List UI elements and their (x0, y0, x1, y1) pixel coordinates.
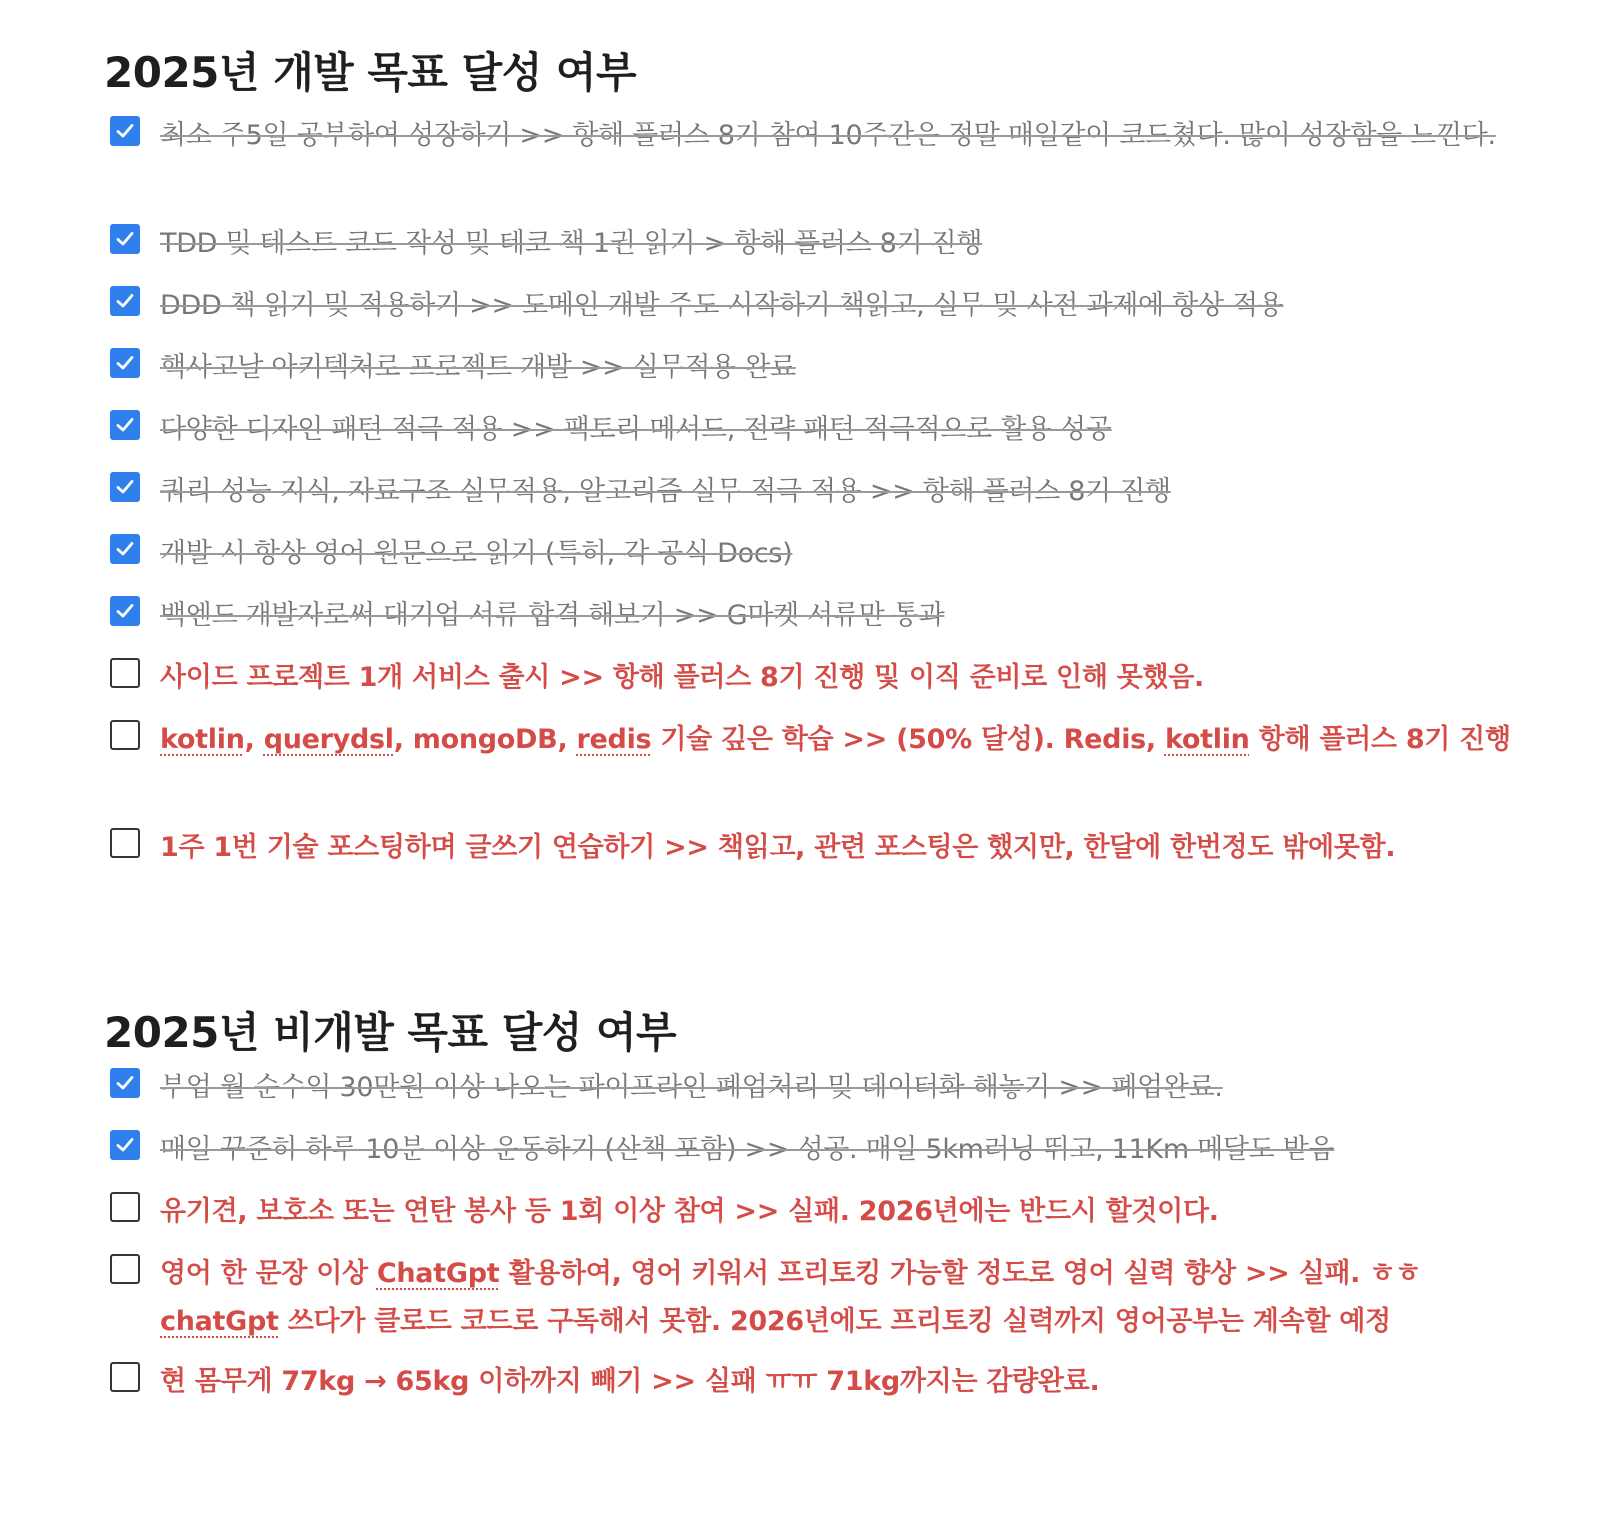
todo-text: 유기견, 보호소 또는 연탄 봉사 등 1회 이상 참여 >> 실패. 2026년에는 반드시 할것이다. (160, 1196, 1219, 1227)
spellcheck-word: kotlin (1164, 724, 1250, 755)
checkbox-checked-icon[interactable] (110, 348, 140, 378)
spellcheck-word: chatGpt (160, 1306, 279, 1337)
todo-text: 현 몸무게 77kg → 65kg 이하까지 빼기 >> 실패 ㅠㅠ 71kg까지는 감량완료. (160, 1366, 1100, 1397)
checkbox-checked-icon[interactable] (110, 1130, 140, 1160)
checkbox-checked-icon[interactable] (110, 1068, 140, 1098)
spellcheck-word: ChatGpt (376, 1258, 500, 1289)
todo-text: 핵사고날 아키텍처로 프로젝트 개발 >> 실무적용 완료 (160, 352, 796, 383)
checkbox-checked-icon[interactable] (110, 286, 140, 316)
text-run: 기술 깊은 학습 >> (50% 달성). Redis, (651, 724, 1165, 755)
text-run: 쓰다가 클로드 코드로 구독해서 못함. 2026년에도 프리토킹 실력까지 영어공부는 계속할 예정 (278, 1306, 1391, 1337)
checkbox-checked-icon[interactable] (110, 596, 140, 626)
text-run: 활용하여, 영어 키워서 프리토킹 가능할 정도로 영어 실력 향상 >> 실패. ㅎㅎ (499, 1258, 1421, 1289)
todo-text (160, 1250, 1530, 1346)
checkbox-checked-icon[interactable] (110, 116, 140, 146)
todo-text: 최소 주5일 공부하여 성장하기 >> 항해 플러스 8기 참여 10주간은 정말 매일같이 코드쳤다. 많이 성장함을 느낀다. (160, 120, 1496, 151)
spellcheck-word: redis (576, 724, 652, 755)
checkbox-unchecked-icon[interactable] (110, 658, 140, 688)
spellcheck-word: kotlin (160, 724, 245, 755)
checkbox-unchecked-icon[interactable] (110, 720, 140, 750)
todo-text: 사이드 프로젝트 1개 서비스 출시 >> 항해 플러스 8기 진행 및 이직 준비로 인해 못했음. (160, 662, 1204, 693)
todo-text: 다양한 디자인 패턴 적극 적용 >> 팩토리 메서드, 전략 패턴 적극적으로 활용 성공 (160, 414, 1112, 445)
text-run: , mongoDB, (393, 724, 577, 755)
todo-text: DDD 책 읽기 및 적용하기 >> 도메인 개발 주도 시작하기 책읽고, 실무 및 사전 과제에 항상 적용 (160, 290, 1284, 321)
section-title-dev: 2025년 개발 목표 달성 여부 (104, 48, 637, 97)
todo-text: 개발 시 항상 영어 원문으로 읽기 (특히, 각 공식 Docs) (160, 538, 793, 569)
section-title-nondev: 2025년 비개발 목표 달성 여부 (104, 1008, 677, 1057)
todo-text: TDD 및 테스트 코드 작성 및 테코 책 1권 읽기 > 항해 플러스 8기 진행 (160, 228, 983, 259)
checkbox-unchecked-icon[interactable] (110, 828, 140, 858)
todo-text: 매일 꾸준히 하루 10분 이상 운동하기 (산책 포함) >> 성공. 매일 5km러닝 뛰고, 11Km 메달도 받음 (160, 1134, 1335, 1165)
text-run: , (244, 724, 264, 755)
checkbox-unchecked-icon[interactable] (110, 1192, 140, 1222)
text-run: 항해 플러스 8기 진행 (1249, 724, 1511, 755)
checkbox-checked-icon[interactable] (110, 472, 140, 502)
spellcheck-word: querydsl (263, 724, 394, 755)
todo-text: 백엔드 개발자로써 대기업 서류 합격 해보기 >> G마켓 서류만 통과 (160, 600, 945, 631)
todo-text (160, 716, 1530, 764)
checkbox-unchecked-icon[interactable] (110, 1362, 140, 1392)
todo-text: 부업 월 순수익 30만원 이상 나오는 파이프라인 폐업처리 및 데이터화 해놓기 >> 폐업완료. (160, 1072, 1223, 1103)
checkbox-checked-icon[interactable] (110, 410, 140, 440)
checkbox-checked-icon[interactable] (110, 534, 140, 564)
checkbox-checked-icon[interactable] (110, 224, 140, 254)
todo-text: 1주 1번 기술 포스팅하며 글쓰기 연습하기 >> 책읽고, 관련 포스팅은 했지만, 한달에 한번정도 밖에못함. (160, 832, 1396, 863)
checkbox-unchecked-icon[interactable] (110, 1254, 140, 1284)
todo-text: 쿼리 성능 지식, 자료구조 실무적용, 알고리즘 실무 적극 적용 >> 항해 플러스 8기 진행 (160, 476, 1171, 507)
text-run: 영어 한 문장 이상 (160, 1258, 377, 1289)
